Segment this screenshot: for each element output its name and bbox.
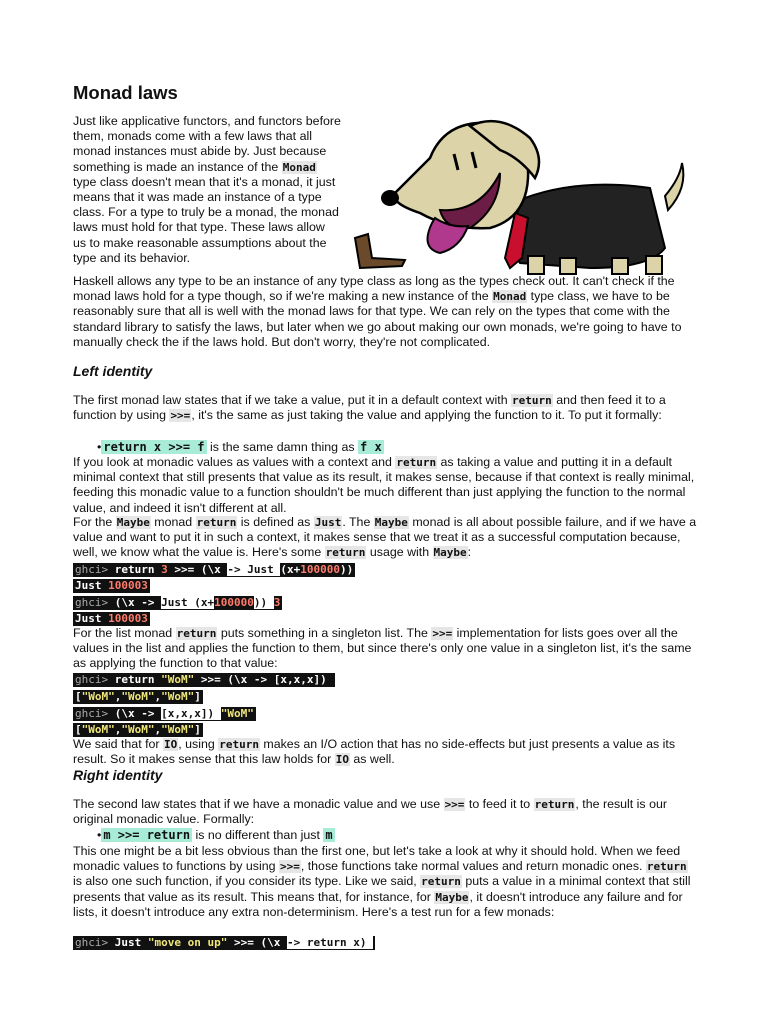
intro-paragraph-1: Just like applicative functors, and functors before them, monads come with a few laws that all monad instances must abide by. Just because something is made an instance of the Monad type class doesn't mean that it's a monad, it just means that it was made an instance of a type class. For a type to truly be a monad, the monad laws must hold for that type. These laws allow us to make reasonable assumptions about the type and its behavior. bbox=[73, 114, 341, 265]
ghci-output: ["WoM","WoM","WoM"] bbox=[75, 690, 201, 703]
dog-illustration bbox=[350, 118, 690, 280]
right-identity-paragraph-2: This one might be a bit less obvious than the first one, but let's take a look at why it should hold. When we feed monadic values to functions by using >>=, those functions take normal values and return monadic ones. return is also one such function, if you consider its type. Like we said, return puts a value in a minimal context that still presents that value as its result. This means that, for instance, for Maybe, it doesn't introduce any failure and for lists, it doesn't introduce any extra non-determinism. Here's a test run for a few monads: bbox=[73, 844, 691, 919]
ghci-line: ghci> return 3 >>= (\x -> Just (x+100000)) bbox=[75, 563, 354, 576]
left-identity-paragraph-2: If you look at monadic values as values with a context and return as taking a value and putting it in a default minimal context that still presents that value as its result, it makes sense, because if that context is really minimal, feeding this monadic value to a function shouldn't be much different than just applying the function to the normal value, and indeed it isn't different at all. bbox=[73, 455, 695, 515]
right-identity-law: • m >>= return is no different than just m bbox=[97, 828, 333, 842]
left-identity-heading: Left identity bbox=[73, 363, 153, 379]
inline-code: Monad bbox=[493, 290, 527, 304]
ghci-line: ghci> (\x -> Just (x+100000)) 3 bbox=[75, 596, 281, 609]
ghci-line: ghci> return "WoM" >>= (\x -> [x,x,x]) bbox=[75, 673, 334, 686]
ghci-line: ghci> (\x -> [x,x,x]) "WoM" bbox=[75, 707, 254, 720]
intro-paragraph-2: Haskell allows any type to be an instance of any type class as long as the types check out. It can't check if the monad laws hold for a type though, so if we're making a new instance of the Monad type class, we have to be reasonably sure that all is well with the monad laws for that type. We can rely on the types that come with the standard library to satisfy the laws, but later when we go about making our own monads, we're going to have to manually check the if the laws hold. But don't worry, they're not complicated. bbox=[73, 274, 682, 349]
ghci-output: Just 100003 bbox=[75, 612, 148, 625]
ghci-line: ghci> Just "move on up" >>= (\x -> return x) bbox=[75, 936, 374, 949]
inline-code: Monad bbox=[282, 160, 316, 174]
left-identity-law: • return x >>= f is the same damn thing as f x bbox=[97, 440, 382, 454]
right-identity-paragraph-1: The second law states that if we have a monadic value and we use >>= to feed it to return, the result is our original monadic value. Formally: bbox=[73, 797, 667, 827]
left-identity-paragraph-1: The first monad law states that if we take a value, put it in a default context with return and then feed it to a function by using >>=, it's the same as just taking the value and applying the function to it. To put it formally: bbox=[73, 393, 666, 423]
left-identity-paragraph-5: We said that for IO, using return makes an I/O action that has no side-effects but just presents a value as its result. So it makes sense that this law holds for IO as well. bbox=[73, 737, 676, 767]
ghci-output: Just 100003 bbox=[75, 579, 148, 592]
ghci-output: ["WoM","WoM","WoM"] bbox=[75, 723, 201, 736]
right-identity-heading: Right identity bbox=[73, 767, 163, 783]
page-title: Monad laws bbox=[73, 82, 178, 103]
left-identity-paragraph-4: For the list monad return puts something in a singleton list. The >>= implementation for lists goes over all the values in the list and applies the function to them, but since there's only one value in a singleton list, it's the same as applying the function to that value: bbox=[73, 626, 692, 671]
left-identity-paragraph-3: For the Maybe monad return is defined as Just. The Maybe monad is all about possible failure, and if we have a value and want to put it in such a context, it makes sense that we treat it as a successful computation because, well, we know what the value is. Here's some return usage with Maybe: bbox=[73, 515, 697, 560]
